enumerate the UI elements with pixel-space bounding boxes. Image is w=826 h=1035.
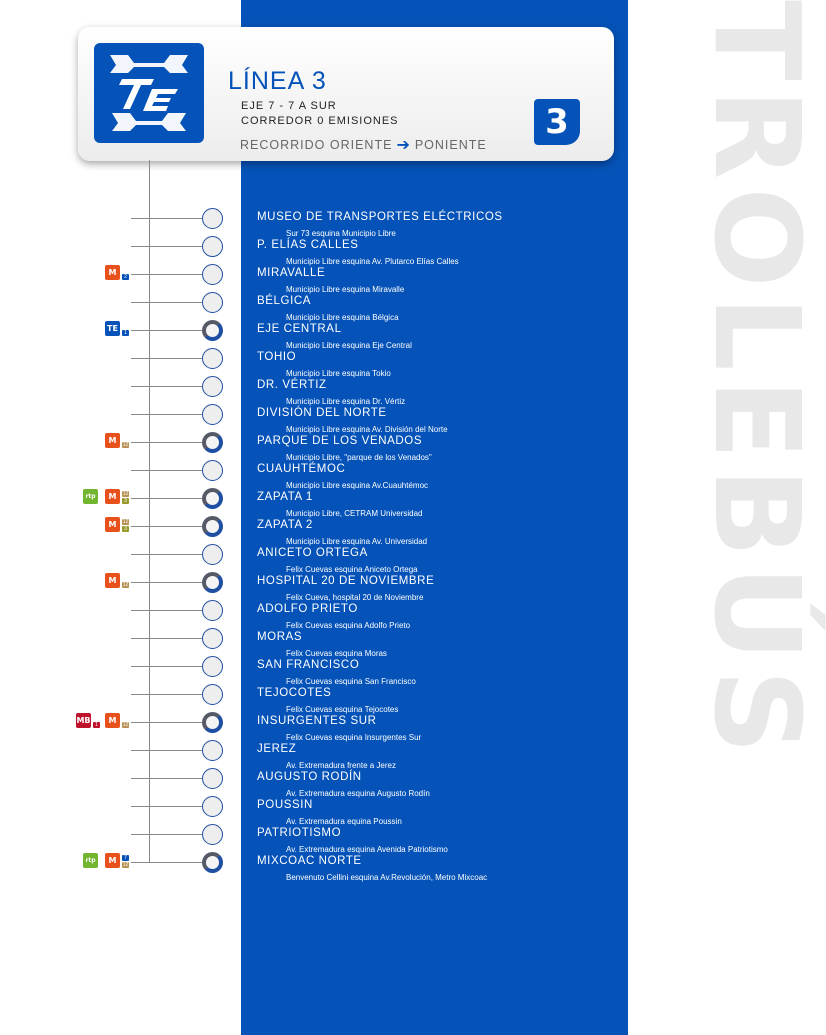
stop-name: DIVISIÓN DEL NORTE xyxy=(257,407,387,419)
connection-line-badges xyxy=(122,722,129,728)
stop-connector xyxy=(131,442,202,443)
connection-icons xyxy=(105,265,132,280)
stop-address: Av. Extremadura equina Poussin xyxy=(286,817,402,826)
metro-icon: M xyxy=(105,853,120,868)
arrow-right-icon: ➔ xyxy=(396,137,411,154)
stop-name: BÉLGICA xyxy=(257,295,312,307)
connection-icons xyxy=(83,489,132,504)
stop-connector xyxy=(131,610,202,611)
connection-line-number: 12 xyxy=(122,862,129,868)
stop-name: AUGUSTO RODÍN xyxy=(257,771,362,783)
stop-address: Municipio Libre esquina Bélgica xyxy=(286,313,399,322)
metro-icon: M xyxy=(105,265,120,280)
stop-address: Felix Cuevas esquina Adolfo Prieto xyxy=(286,621,411,630)
vertical-brand-label xyxy=(688,0,826,1035)
connection-line-number: 1 xyxy=(122,330,129,336)
stop-connector xyxy=(131,302,202,303)
stop-address: Municipio Libre, CETRAM Universidad xyxy=(286,509,423,518)
connection-icons xyxy=(105,573,132,588)
stop-name: MIXCOAC NORTE xyxy=(257,855,362,867)
stop-connector xyxy=(131,666,202,667)
stop-name: POUSSIN xyxy=(257,799,313,811)
connection-line-number: 2 xyxy=(122,274,129,280)
stop-name: ZAPATA 1 xyxy=(257,491,313,503)
stop-address: Municipio Libre esquina Av. Universidad xyxy=(286,537,428,546)
metro-icon: M xyxy=(105,713,120,728)
stop-address: Municipio Libre esquina Eje Central xyxy=(286,341,412,350)
stop-connector xyxy=(131,862,202,863)
connection-icons xyxy=(105,433,132,448)
line-title: LÍNEA 3 xyxy=(228,67,327,95)
stop-marker xyxy=(202,264,223,285)
connection-icons xyxy=(76,713,132,728)
stop-name: JEREZ xyxy=(257,743,297,755)
stop-name: MUSEO DE TRANSPORTES ELÉCTRICOS xyxy=(257,211,503,223)
stop-name: MIRAVALLE xyxy=(257,267,326,279)
stop-marker xyxy=(202,544,223,565)
trolleybus-icon: TE xyxy=(105,321,120,336)
stop-connector xyxy=(131,582,202,583)
connection-line-number: 12 xyxy=(122,491,129,497)
stop-address: Felix Cuevas esquina Tejocotes xyxy=(286,705,399,714)
stop-address: Felix Cueva, hospital 20 de Noviembre xyxy=(286,593,424,602)
trolebus-word: TROLEBÚS xyxy=(688,0,826,763)
stop-marker xyxy=(202,236,223,257)
stop-address: Felix Cuevas esquina Insurgentes Sur xyxy=(286,733,422,742)
stop-address: Benvenuto Cellini esquina Av.Revolución, Metro Mixcoac xyxy=(286,873,488,882)
connection-line-number: 7 xyxy=(122,855,129,861)
header-card xyxy=(78,27,614,161)
connection-line-number: 12 xyxy=(122,442,129,448)
stop-marker xyxy=(202,796,223,817)
stop-address: Av. Extremadura esquina Avenida Patriotismo xyxy=(286,845,448,854)
stop-connector xyxy=(131,470,202,471)
stop-marker xyxy=(202,712,223,733)
stop-name: PATRIOTISMO xyxy=(257,827,342,839)
stop-marker xyxy=(202,740,223,761)
stop-connector xyxy=(131,498,202,499)
connection-line-badges xyxy=(122,519,129,532)
stop-marker xyxy=(202,432,223,453)
connection-line-badges xyxy=(122,442,129,448)
stop-name: ANICETO ORTEGA xyxy=(257,547,368,559)
stop-connector xyxy=(131,246,202,247)
stop-address: Municipio Libre esquina Miravalle xyxy=(286,285,405,294)
connection-icons xyxy=(105,517,132,532)
stop-marker xyxy=(202,628,223,649)
route-direction xyxy=(240,135,487,155)
metro-icon: M xyxy=(105,573,120,588)
connection-icons xyxy=(105,321,132,336)
trolleybus-logo-icon xyxy=(94,43,204,143)
metro-icon: M xyxy=(105,489,120,504)
stop-connector xyxy=(131,218,202,219)
stop-name: MORAS xyxy=(257,631,303,643)
stop-name: CUAUHTÉMOC xyxy=(257,463,346,475)
connection-line-number: 1 xyxy=(93,722,100,728)
stop-address: Municipio Libre esquina Tokio xyxy=(286,369,391,378)
stop-marker xyxy=(202,572,223,593)
stop-connector xyxy=(131,274,202,275)
connection-line-badges xyxy=(122,582,129,588)
stop-name: TEJOCOTES xyxy=(257,687,332,699)
stop-name: SAN FRANCISCO xyxy=(257,659,360,671)
stop-name: PARQUE DE LOS VENADOS xyxy=(257,435,423,447)
stop-address: Municipio Libre esquina Av.Cuauhtémoc xyxy=(286,481,429,490)
stop-address: Av. Extremadura esquina Augusto Rodín xyxy=(286,789,430,798)
stop-connector xyxy=(131,358,202,359)
stop-name: HOSPITAL 20 DE NOVIEMBRE xyxy=(257,575,435,587)
connection-line-number: 3 xyxy=(122,526,129,532)
rtp-icon: rtp xyxy=(83,853,98,868)
stop-address: Sur 73 esquina Municipio Libre xyxy=(286,229,396,238)
stop-connector xyxy=(131,638,202,639)
stop-connector xyxy=(131,778,202,779)
stop-connector xyxy=(131,750,202,751)
connection-line-badges xyxy=(122,491,129,504)
stop-connector xyxy=(131,554,202,555)
stop-address: Municipio Libre esquina Av. División del Norte xyxy=(286,425,448,434)
stop-name: EJE CENTRAL xyxy=(257,323,342,335)
stop-name: TOHIO xyxy=(257,351,297,363)
connection-line-number: 3 xyxy=(122,498,129,504)
connection-line-badges xyxy=(122,330,129,336)
stop-marker xyxy=(202,600,223,621)
stop-name: P. ELÍAS CALLES xyxy=(257,239,359,251)
stop-name: ZAPATA 2 xyxy=(257,519,313,531)
stop-address: Felix Cuevas esquina Aniceto Ortega xyxy=(286,565,418,574)
stop-connector xyxy=(131,694,202,695)
stop-marker xyxy=(202,404,223,425)
route-to: PONIENTE xyxy=(414,138,487,152)
stop-marker xyxy=(202,852,223,873)
stop-connector xyxy=(131,834,202,835)
stop-connector xyxy=(131,722,202,723)
stop-marker xyxy=(202,684,223,705)
stop-marker xyxy=(202,292,223,313)
stop-connector xyxy=(131,330,202,331)
emissions-subtitle: CORREDOR 0 EMISIONES xyxy=(241,115,399,127)
stop-address: Municipio Libre esquina Av. Plutarco Elías Calles xyxy=(286,257,459,266)
route-trunk-line xyxy=(149,160,150,862)
stop-connector xyxy=(131,526,202,527)
metro-icon: M xyxy=(105,517,120,532)
stop-address: Municipio Libre esquina Dr. Vértiz xyxy=(286,397,406,406)
stop-marker xyxy=(202,768,223,789)
stop-address: Municipio Libre, "parque de los Venados" xyxy=(286,453,432,462)
stop-marker xyxy=(202,320,223,341)
stop-marker xyxy=(202,460,223,481)
stop-marker xyxy=(202,208,223,229)
stop-address: Av. Extremadura frente a Jerez xyxy=(286,761,396,770)
stop-marker xyxy=(202,348,223,369)
connection-line-badges xyxy=(122,274,129,280)
metrobus-icon: MB xyxy=(76,713,91,728)
rtp-icon: rtp xyxy=(83,489,98,504)
connection-line-number: 12 xyxy=(122,582,129,588)
connection-line-number: 12 xyxy=(122,519,129,525)
connection-icons xyxy=(83,853,132,868)
stop-marker xyxy=(202,516,223,537)
connection-line-number: 12 xyxy=(122,722,129,728)
stop-name: ADOLFO PRIETO xyxy=(257,603,358,615)
corridor-subtitle: EJE 7 - 7 A SUR xyxy=(241,100,337,112)
stop-marker xyxy=(202,376,223,397)
stop-marker xyxy=(202,824,223,845)
stop-address: Felix Cuevas esquina Moras xyxy=(286,649,387,658)
stop-connector xyxy=(131,806,202,807)
stop-name: DR. VÉRTIZ xyxy=(257,379,327,391)
stop-marker xyxy=(202,488,223,509)
metro-icon: M xyxy=(105,433,120,448)
connection-line-badges xyxy=(93,722,100,728)
stop-name: INSURGENTES SUR xyxy=(257,715,377,727)
stop-connector xyxy=(131,414,202,415)
stop-connector xyxy=(131,386,202,387)
stop-address: Felix Cuevas esquina San Francisco xyxy=(286,677,416,686)
connection-line-badges xyxy=(122,855,129,868)
line-number-badge: 3 xyxy=(534,99,580,145)
stop-marker xyxy=(202,656,223,677)
route-from: RECORRIDO ORIENTE xyxy=(240,138,393,152)
